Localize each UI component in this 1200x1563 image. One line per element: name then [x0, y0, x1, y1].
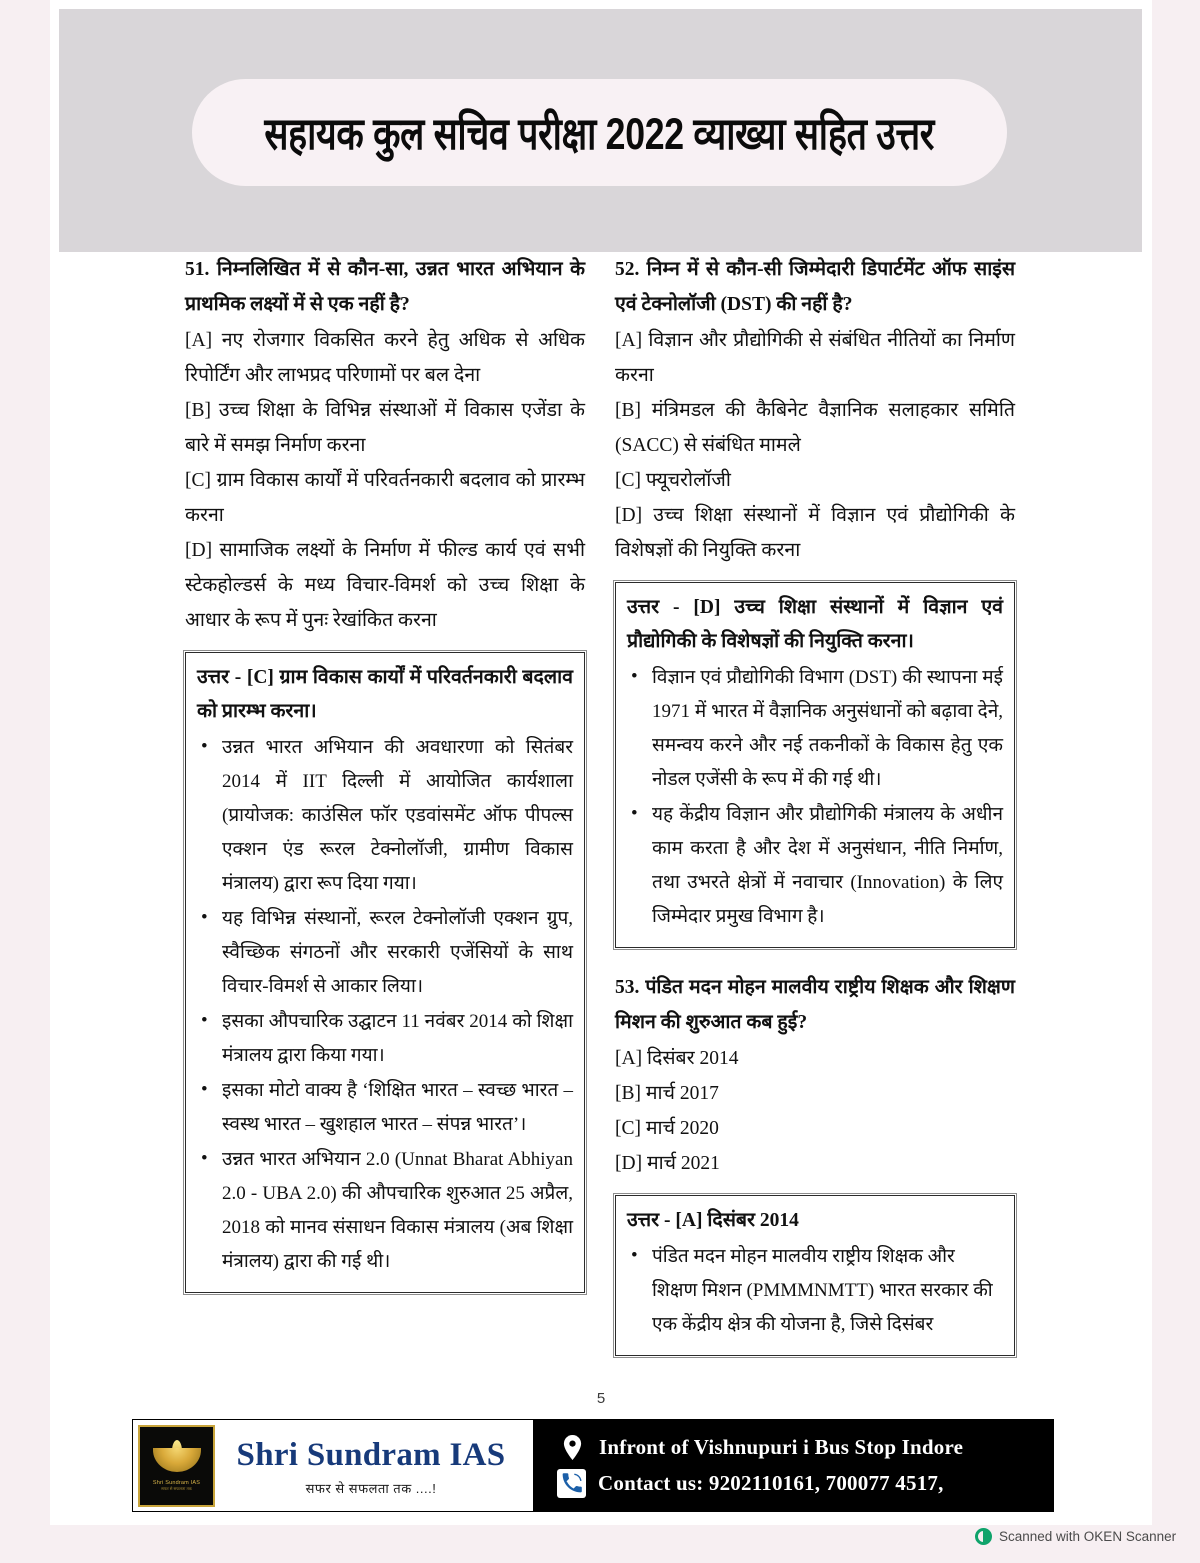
- question-51-option-d: [D] सामाजिक लक्ष्यों के निर्माण में फील्ड कार्य एवं सभी स्टेकहोल्डर्स के मध्य विचार-विमर्श को उच्च शिक्षा के आधार के रूप में पुनः रेखांकित करना: [185, 540, 585, 631]
- lotus-torch-icon: [150, 1440, 204, 1478]
- question-53-answer-heading: उत्तर - [A] दिसंबर 2014: [627, 1210, 799, 1231]
- question-53-option-c: [C] मार्च 2020: [615, 1118, 719, 1139]
- question-51-option-c: [C] ग्राम विकास कार्यों में परिवर्तनकारी बदलाव को प्रारम्भ करना: [185, 470, 585, 526]
- list-item: • इसका मोटो वाक्य है ‘शिक्षित भारत – स्वच्छ भारत – स्वस्थ भारत – खुशहाल भारत – संपन्न भारत’।: [197, 1074, 573, 1142]
- footer-contact: Contact us: 9202110161, 700077 4517,: [598, 1470, 944, 1495]
- brand-text-wrap: [215, 1435, 533, 1497]
- footer-banner: [132, 1419, 1054, 1512]
- question-53-text: 53. पंडित मदन मोहन मालवीय राष्ट्रीय शिक्षक और शिक्षण मिशन की शुरुआत कब हुई?: [615, 977, 1015, 1033]
- page-number: 5: [596, 1390, 606, 1407]
- footer-contact-section: [533, 1420, 1053, 1511]
- question-52-answer-box: [615, 582, 1015, 948]
- column-right: [615, 252, 1015, 1356]
- logo-subtext: सफर से सफलता तक: [161, 1485, 192, 1491]
- footer-address-line: [557, 1429, 1053, 1465]
- logo-wordmark: Shri Sundram IAS: [152, 1479, 201, 1486]
- list-item: • उन्नत भारत अभियान 2.0 (Unnat Bharat Abhiyan 2.0 - UBA 2.0) की औपचारिक शुरुआत 25 अप्रैल, 2018 को मानव संसाधन विकास मंत्रालय (अब शिक्षा मंत्रालय) द्वारा की गई थी।: [197, 1143, 573, 1279]
- question-53-option-d: [D] मार्च 2021: [615, 1153, 720, 1174]
- brand-name: Shri Sundram IAS: [236, 1436, 506, 1473]
- list-item: • इसका औपचारिक उद्घाटन 11 नवंबर 2014 को शिक्षा मंत्रालय द्वारा किया गया।: [197, 1005, 573, 1073]
- question-52-answer-heading: उत्तर - [D] उच्च शिक्षा संस्थानों में विज्ञान एवं प्रौद्योगिकी के विशेषज्ञों की नियुक्ति करना।: [627, 597, 1003, 652]
- question-52-answer-bullets: [627, 661, 1003, 934]
- footer-contact-line: [557, 1465, 1053, 1501]
- phone-icon: [557, 1469, 586, 1498]
- question-53-option-b: [B] मार्च 2017: [615, 1083, 719, 1104]
- title-pill: [192, 79, 1007, 186]
- oken-scanner-icon: [975, 1528, 992, 1545]
- question-53-answer-bullets: [627, 1240, 1003, 1342]
- question-51-option-b: [B] उच्च शिक्षा के विभिन्न संस्थाओं में विकास एजेंडा के बारे में समझ निर्माण करना: [185, 400, 585, 456]
- page-title: सहायक कुल सचिव परीक्षा 2022 व्याख्या सहित उत्तर: [264, 108, 935, 160]
- question-53-answer-box: [615, 1195, 1015, 1356]
- question-52-option-c: [C] फ्यूचरोलॉजी: [615, 470, 731, 491]
- institute-logo: [138, 1425, 215, 1507]
- footer-address: Infront of Vishnupuri i Bus Stop Indore: [599, 1434, 964, 1459]
- list-item: • यह विभिन्न संस्थानों, रूरल टेक्नोलॉजी एक्शन ग्रुप, स्वैच्छिक संगठनों और सरकारी एजेंसियों के साथ विचार-विमर्श से आकार लिया।: [197, 902, 573, 1004]
- list-item: • पंडित मदन मोहन मालवीय राष्ट्रीय शिक्षक और शिक्षण मिशन (PMMMNMTT) भारत सरकार की एक केंद्रीय क्षेत्र की योजना है, जिसे दिसंबर: [627, 1240, 1003, 1342]
- question-51-answer-box: [185, 652, 585, 1293]
- question-52-option-a: [A] विज्ञान और प्रौद्योगिकी से संबंधित नीतियों का निर्माण करना: [615, 330, 1015, 386]
- question-51-answer-bullets: [197, 731, 573, 1279]
- question-51-option-a: [A] नए रोजगार विकसित करने हेतु अधिक से अधिक रिपोर्टिंग और लाभप्रद परिणामों पर बल देना: [185, 330, 585, 386]
- question-52-text: 52. निम्न में से कौन-सी जिम्मेदारी डिपार्टमेंट ऑफ साइंस एवं टेक्नोलॉजी (DST) की नहीं है?: [615, 259, 1015, 315]
- question-52-option-d: [D] उच्च शिक्षा संस्थानों में विज्ञान एवं प्रौद्योगिकी के विशेषज्ञों की नियुक्ति करना: [615, 505, 1015, 561]
- list-item: • विज्ञान एवं प्रौद्योगिकी विभाग (DST) की स्थापना मई 1971 में भारत में वैज्ञानिक अनुसंधानों को बढ़ावा देने, समन्वय करने और नई तकनीकों के विकास हेतु एक नोडल एजेंसी के रूप में की गई थी।: [627, 661, 1003, 797]
- header-band: [59, 9, 1142, 252]
- scanned-page: [50, 0, 1152, 1525]
- list-item: • यह केंद्रीय विज्ञान और प्रौद्योगिकी मंत्रालय के अधीन काम करता है और देश में अनुसंधान, नीति निर्माण, तथा उभरते क्षेत्रों में नवाचार (Innovation) के लिए जिम्मेदार प्रमुख विभाग है।: [627, 798, 1003, 934]
- question-53-option-a: [A] दिसंबर 2014: [615, 1048, 739, 1069]
- question-51-text: 51. निम्नलिखित में से कौन-सा, उन्नत भारत अभियान के प्राथमिक लक्ष्यों में से एक नहीं है?: [185, 259, 585, 315]
- question-52-option-b: [B] मंत्रिमडल की कैबिनेट वैज्ञानिक सलाहकार समिति (SACC) से संबंधित मामले: [615, 400, 1015, 456]
- location-pin-icon: [557, 1432, 587, 1462]
- scanner-watermark: [975, 1528, 1176, 1545]
- content-columns: [50, 252, 1152, 1382]
- scanner-watermark-text: Scanned with OKEN Scanner: [999, 1529, 1177, 1544]
- list-item: • उन्नत भारत अभियान की अवधारणा को सितंबर 2014 में IIT दिल्ली में आयोजित कार्यशाला (प्रायोजक: काउंसिल फॉर एडवांसमेंट ऑफ पीपल्स एक्शन एंड रूरल टेक्नोलॉजी, ग्रामीण विकास मंत्रालय) द्वारा रूप दिया गया।: [197, 731, 573, 901]
- footer-brand-section: [133, 1420, 533, 1511]
- question-51-answer-heading: उत्तर - [C] ग्राम विकास कार्यों में परिवर्तनकारी बदलाव को प्रारम्भ करना।: [197, 667, 573, 722]
- column-left: [185, 252, 585, 1293]
- brand-tagline: सफर से सफलता तक ....!: [305, 1480, 437, 1496]
